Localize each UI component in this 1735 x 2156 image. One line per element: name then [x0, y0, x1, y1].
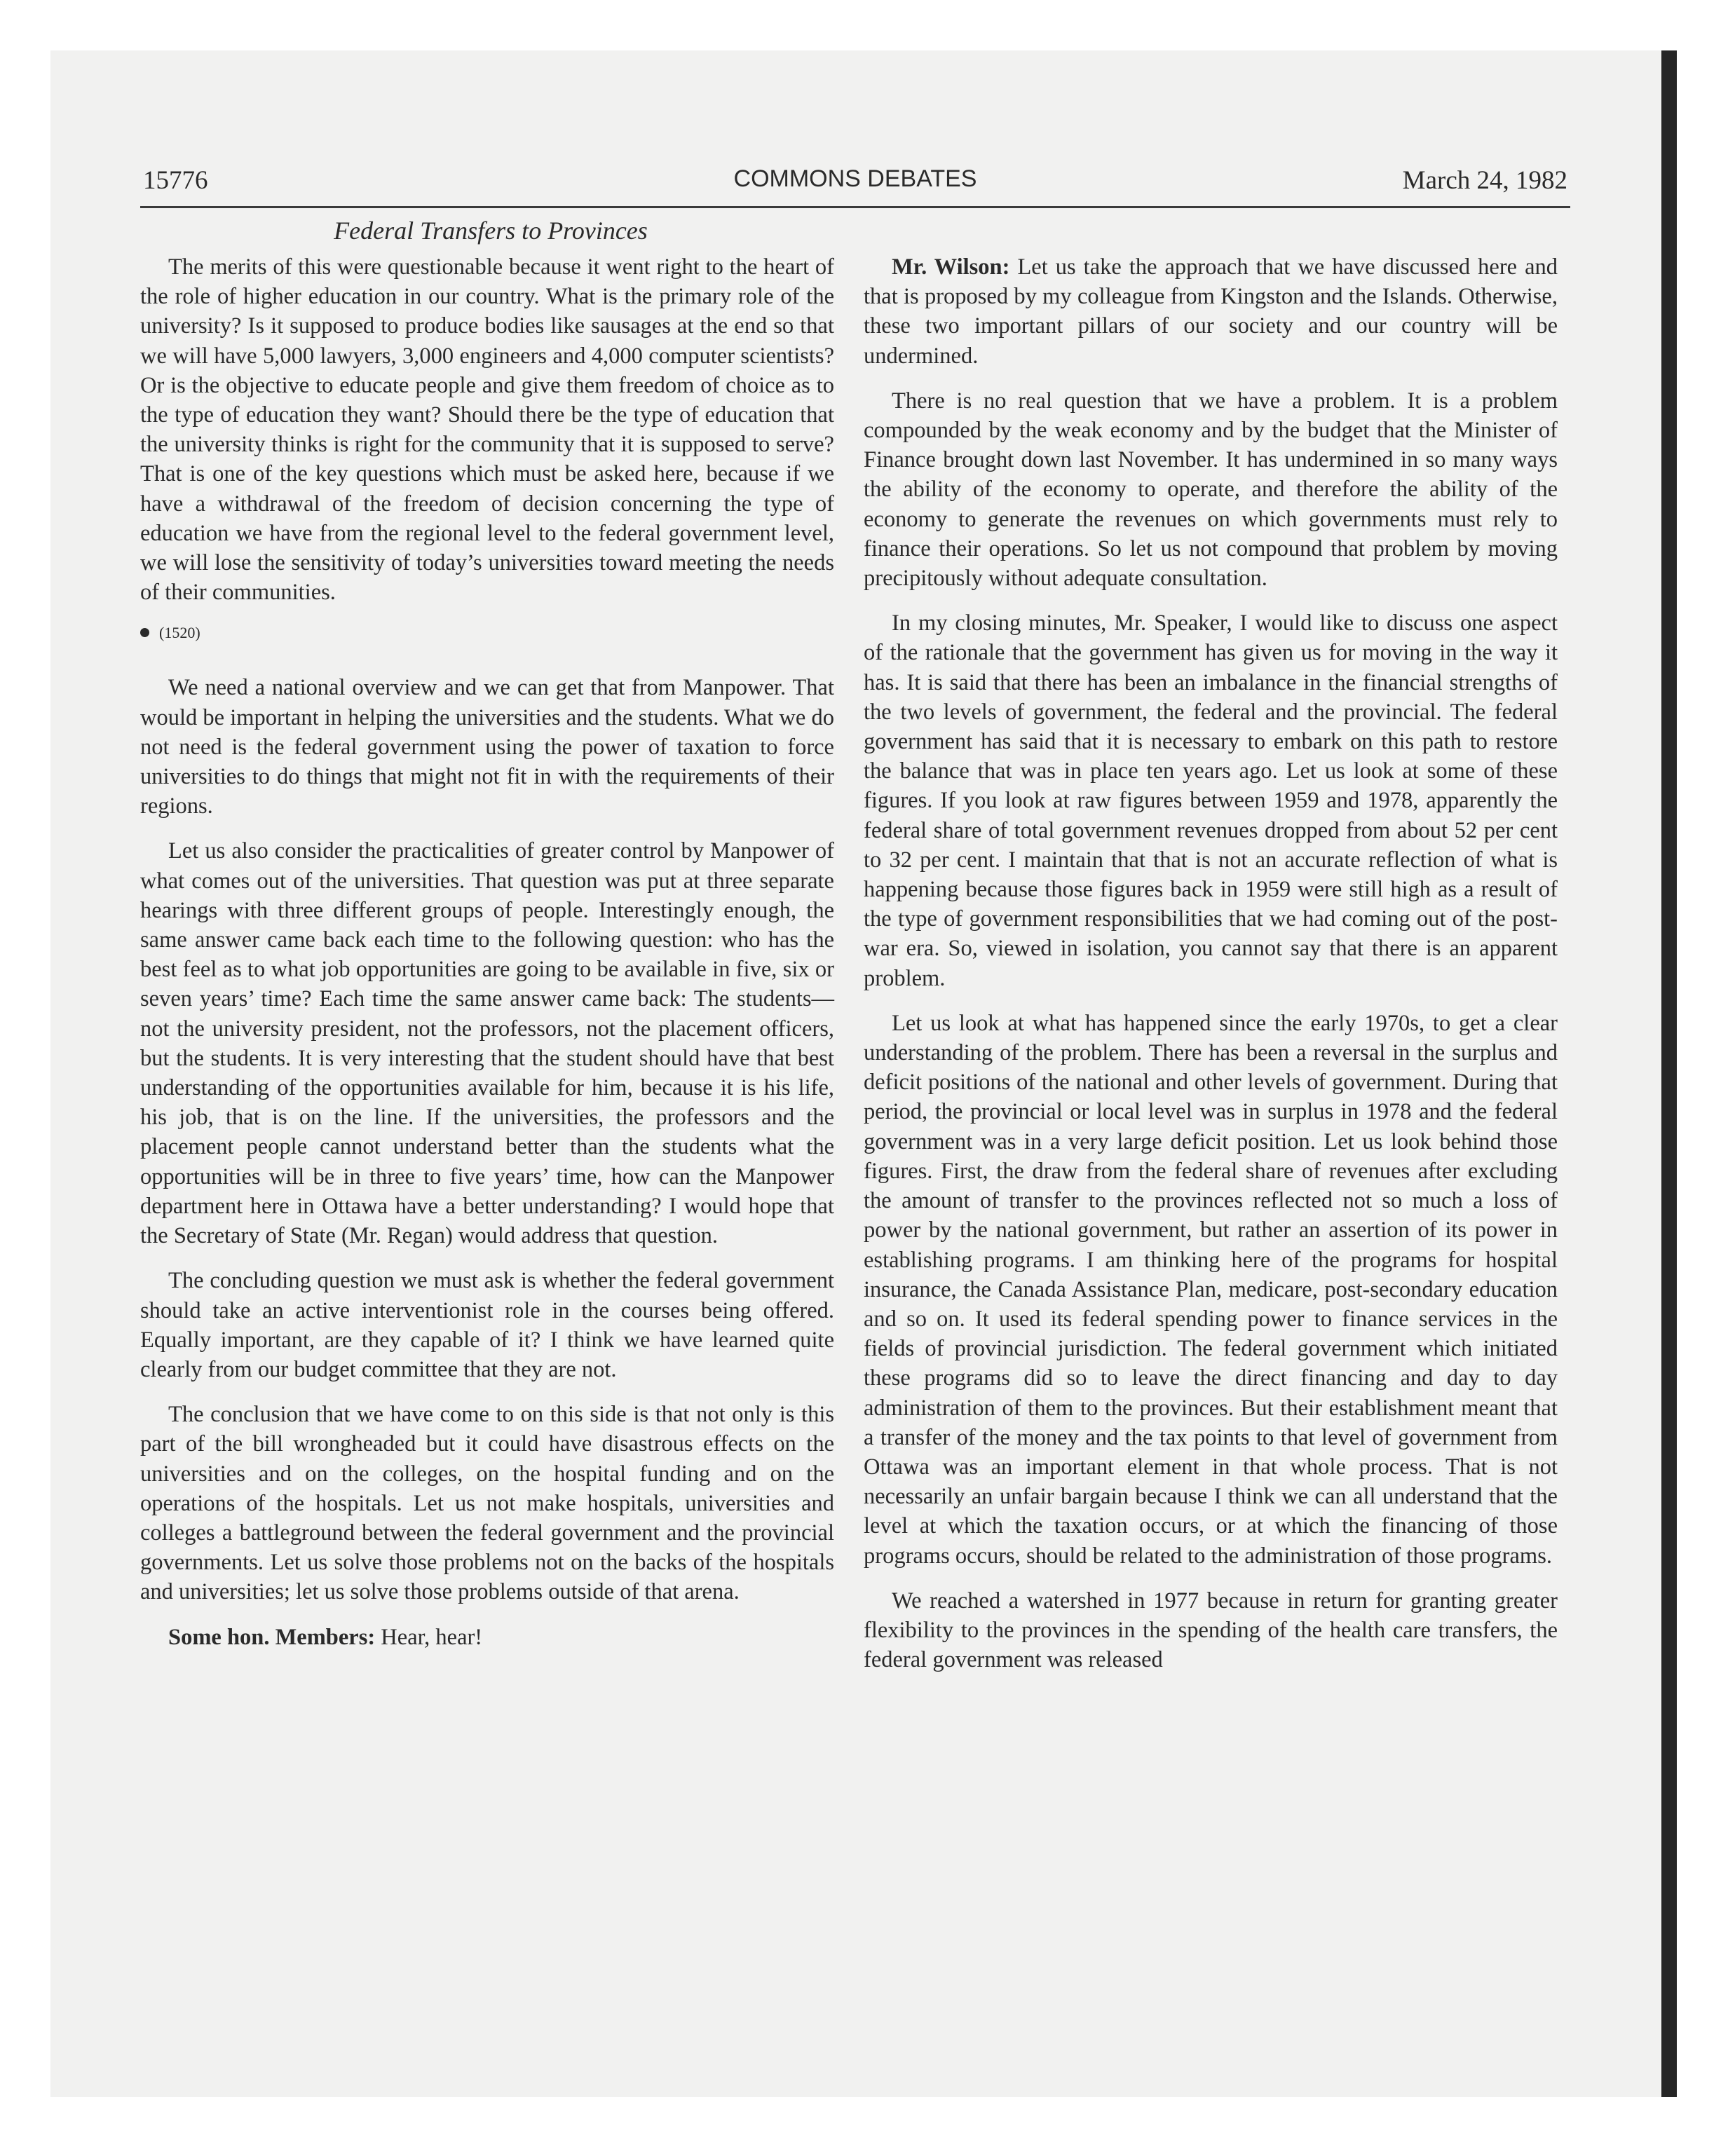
paragraph: There is no real question that we have a problem. It is a problem compounded by the weak economy and by the budget that the Minister of Finance brought down last November. It has undermined in so many ways the ability of the economy to operate, and therefore the ability of the economy to generate the revenues on which governments must rely to finance their operations. So let us not compound that problem by moving precipitously without adequate consultation. — [864, 388, 1558, 592]
paragraph: The concluding question we must ask is whether the federal government should take an active interventionist role in the courses being offered. Equally important, are they capable of it? I think we have learned quite clearly from our budget committee that they are not. — [140, 1268, 834, 1382]
bullet-icon — [140, 628, 149, 637]
debate-date: March 24, 1982 — [1402, 166, 1567, 195]
section-title: Federal Transfers to Provinces — [334, 217, 648, 245]
speech-opening — [864, 252, 1558, 371]
speaker-name: Mr. Wilson: — [892, 254, 1010, 280]
paragraph: The conclusion that we have come to on this side is that not only is this part of the bill wrongheaded but it could have disastrous effects on the universities and on the colleges, on the hospital funding and on the operations of the hospitals. Let us not make hospitals, universities and colleges a battleground between the federal government and the provincial governments. Let us solve those problems not on the backs of the hospitals and universities; let us solve those problems outside of that arena. — [140, 1402, 834, 1605]
paragraph: In my closing minutes, Mr. Speaker, I would like to discuss one aspect of the rationale that the government has given us for moving in the way it has. It is said that there has been an imbalance in the financial strengths of the two levels of government, the federal and the provincial. The federal government has said that it is necessary to embark on this path to restore the balance that was in place ten years ago. Let us look at some of these figures. If you look at raw figures between 1959 and 1978, apparently the federal share of total government revenues dropped from about 52 per cent to 32 per cent. I maintain that that is not an accurate reflection of what is happening because those figures back in 1959 were still high as a result of the type of government responsibilities that we had coming out of the post-war era. So, viewed in isolation, you cannot say that there is an apparent problem. — [864, 610, 1558, 991]
left-column — [140, 252, 834, 1667]
page-number: 15776 — [143, 166, 208, 195]
paragraph: The merits of this were questionable because it went right to the heart of the role of higher education in our country. What is the primary role of the university? Is it supposed to produce bodies like sausages at the end so that we will have 5,000 lawyers, 3,000 engineers and 4,000 computer scientists? Or is the objective to educate people and give them freedom of choice as to the type of education they want? Should there be the type of education that the university thinks is right for the community that it is supposed to serve? That is one of the key questions which must be asked here, because if we have a withdrawal of the freedom of decision concerning the type of education we have from the regional level to the federal government level, we will lose the sensitivity of today’s universities toward meeting the needs of their communities. — [140, 254, 834, 606]
interjection — [140, 1623, 834, 1652]
paragraph: Let us look at what has happened since the early 1970s, to get a clear understanding of the problem. There has been a reversal in the surplus and deficit positions of the national and other levels of government. During that period, the provincial or local level was in surplus in 1978 and the federal government was in a very large deficit position. Let us look behind those figures. First, the draw from the federal share of revenues after excluding the amount of transfer to the provinces reflected not so much a loss of power by the national government, but rather an assertion of its power in establishing programs. I am thinking here of the programs for hospital insurance, the Canada Assistance Plan, medicare, post-secondary education and so on. It used its federal spending power to finance services in the fields of provincial jurisdiction. The federal government which initiated these programs did so to leave the direct financing and day to day administration of them to the provinces. But their establishment meant that a transfer of the money and the tax points to that level of government from Ottawa was an important element in that whole process. That is not necessarily an unfair bargain because I think we can all understand that the level at which the taxation occurs, or at which the financing of those programs occurs, should be related to the administration of those programs. — [864, 1010, 1558, 1569]
publication-title: COMMONS DEBATES — [733, 165, 977, 192]
paragraph: We need a national overview and we can get that from Manpower. That would be important in helping the universities and the students. What we do not need is the federal government using the power of taxation to force universities to do things that might not fit in with the requirements of their regions. — [140, 675, 834, 819]
right-column — [864, 252, 1558, 1690]
paragraph: We reached a watershed in 1977 because in return for granting greater flexibility to the provinces in the spending of the health care transfers, the federal government was released — [864, 1588, 1558, 1673]
paragraph: Let us also consider the practicalities of greater control by Manpower of what comes out of the universities. That question was put at three separate hearings with three different groups of people. Interestingly enough, the same answer came back each time to the following question: who has the best feel as to what job opportunities are going to be available in five, six or seven years’ time? Each time the same answer came back: The students—not the university president, not the professors, not the placement officers, but the students. It is very interesting that the student should have that best understanding of the opportunities available for him, because it is his life, his job, that is on the line. If the universities, the professors and the placement people cannot understand better than the students what the opportunities will be in three to five years’ time, how can the Manpower department here in Ottawa have a better understanding? I would hope that the Secretary of State (Mr. Regan) would address that question. — [140, 838, 834, 1249]
time-marker — [140, 622, 834, 643]
page-binding-edge — [1661, 50, 1677, 2097]
time-marker-text: (1520) — [159, 624, 200, 642]
page-header — [140, 163, 1570, 208]
paragraph-text: Let us take the approach that we have discussed here and that is proposed by my colleague from Kingston and the Islands. Otherwise, these two important pillars of our society and our country will be undermined. — [864, 254, 1558, 369]
interjection-text: Hear, hear! — [381, 1624, 483, 1650]
speaker-name: Some hon. Members: — [168, 1624, 376, 1650]
